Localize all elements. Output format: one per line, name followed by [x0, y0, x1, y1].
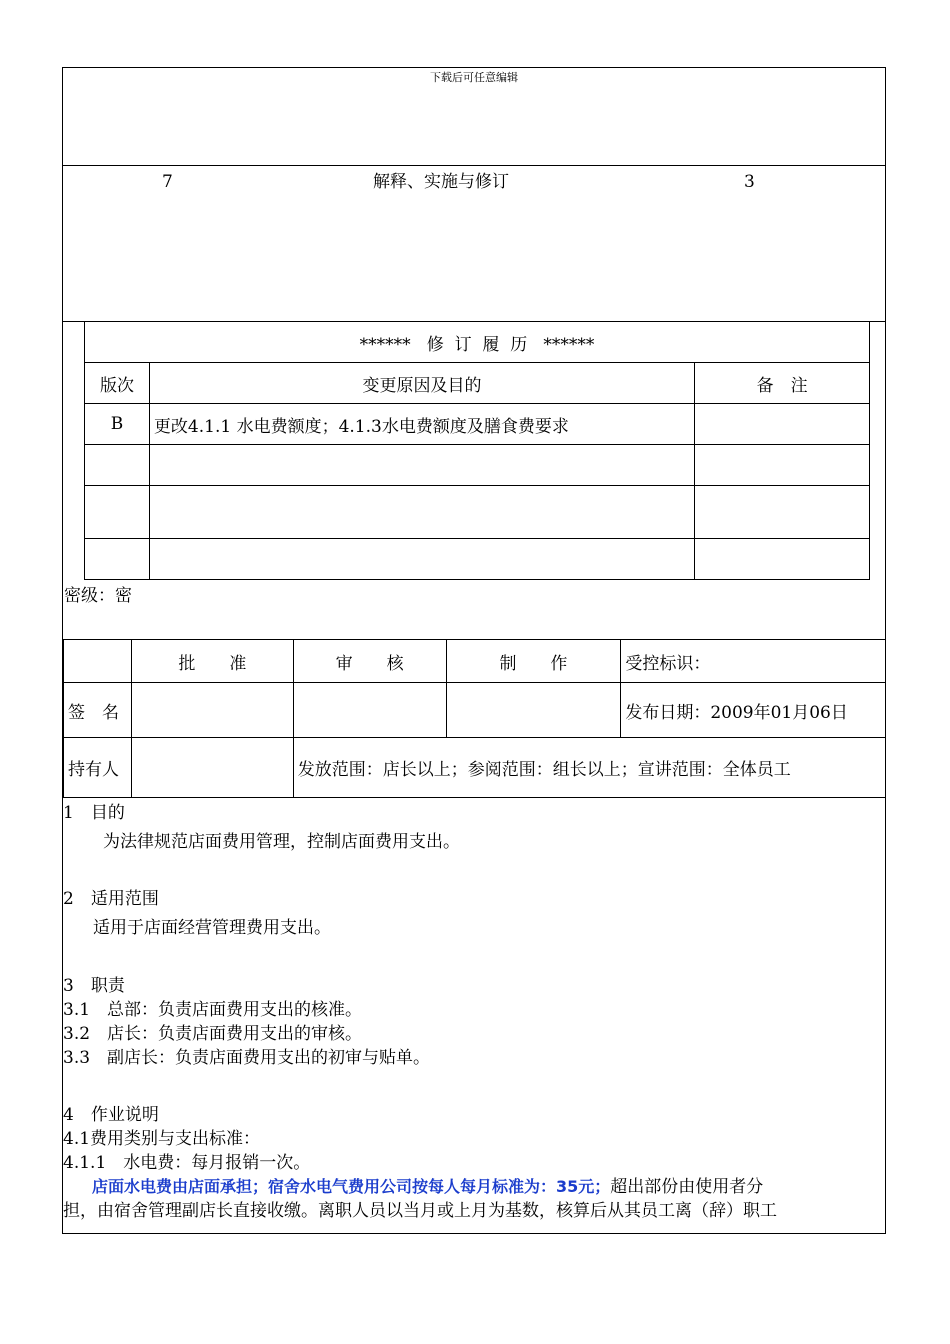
section-1-title: 1 目的 [63, 803, 125, 823]
prepare-label: 制 作 [446, 640, 621, 683]
review-label: 审 核 [293, 640, 446, 683]
revision-remark [695, 445, 870, 486]
approve-label: 批 准 [131, 640, 293, 683]
revision-version: B [85, 404, 150, 445]
holder-label: 持有人 [64, 738, 132, 798]
holder-cell[interactable] [131, 738, 293, 798]
approve-sign-cell[interactable] [131, 683, 293, 738]
revision-history-table [84, 321, 870, 580]
divider [63, 165, 885, 166]
col-reason: 变更原因及目的 [149, 363, 694, 404]
utility-highlight: 店面水电费由店面承担；宿舍水电气费用公司按每人每月标准为：35元； [92, 1177, 611, 1196]
section-3-title: 3 职责 [63, 976, 125, 996]
revision-reason [149, 486, 694, 539]
revision-version [85, 445, 150, 486]
section-4-1: 4.1费用类别与支出标准： [63, 1129, 261, 1149]
signature-table [63, 639, 886, 798]
row-number: 7 [162, 172, 173, 192]
revision-remark [695, 539, 870, 580]
top-note: 下载后可任意编辑 [430, 71, 518, 84]
section-4-title: 4 作业说明 [63, 1105, 159, 1125]
revision-version [85, 539, 150, 580]
distribution-scope: 发放范围：店长以上；参阅范围：组长以上；宣讲范围：全体员工 [293, 738, 885, 798]
col-version: 版次 [85, 363, 150, 404]
section-1-text: 为法律规范店面费用管理，控制店面费用支出。 [103, 832, 460, 852]
revision-remark [695, 486, 870, 539]
revision-table-title: ****** 修 订 履 历 ****** [85, 322, 870, 363]
section-4-1-1: 4.1.1 水电费：每月报销一次。 [63, 1153, 311, 1173]
sign-label: 签 名 [64, 683, 132, 738]
blank-cell [64, 640, 132, 683]
utility-text-line-2: 担，由宿舍管理副店长直接收缴。离职人员以当月或上月为基数，核算后从其员工离（辞）职工 [63, 1201, 777, 1221]
revision-reason [149, 445, 694, 486]
col-remark: 备 注 [695, 363, 870, 404]
control-mark: 受控标识： [621, 640, 886, 683]
row-title: 解释、实施与修订 [373, 172, 509, 192]
prepare-sign-cell[interactable] [446, 683, 621, 738]
review-sign-cell[interactable] [293, 683, 446, 738]
revision-reason [149, 539, 694, 580]
section-2-title: 2 适用范围 [63, 889, 159, 909]
section-3-1: 3.1 总部：负责店面费用支出的核准。 [63, 1000, 363, 1020]
revision-reason: 更改4.1.1 水电费额度；4.1.3水电费额度及膳食费要求 [149, 404, 694, 445]
section-2-text: 适用于店面经营管理费用支出。 [93, 918, 331, 938]
security-level: 密级：密 [64, 586, 132, 606]
row-page: 3 [744, 172, 755, 192]
section-3-2: 3.2 店长：负责店面费用支出的审核。 [63, 1024, 363, 1044]
document-frame [62, 67, 886, 1234]
utility-text: 超出部份由使用者分 [610, 1177, 764, 1197]
release-date: 发布日期：2009年01月06日 [621, 683, 886, 738]
utility-policy-line [92, 1176, 763, 1198]
revision-remark [695, 404, 870, 445]
revision-version [85, 486, 150, 539]
section-3-3: 3.3 副店长：负责店面费用支出的初审与贴单。 [63, 1048, 431, 1068]
